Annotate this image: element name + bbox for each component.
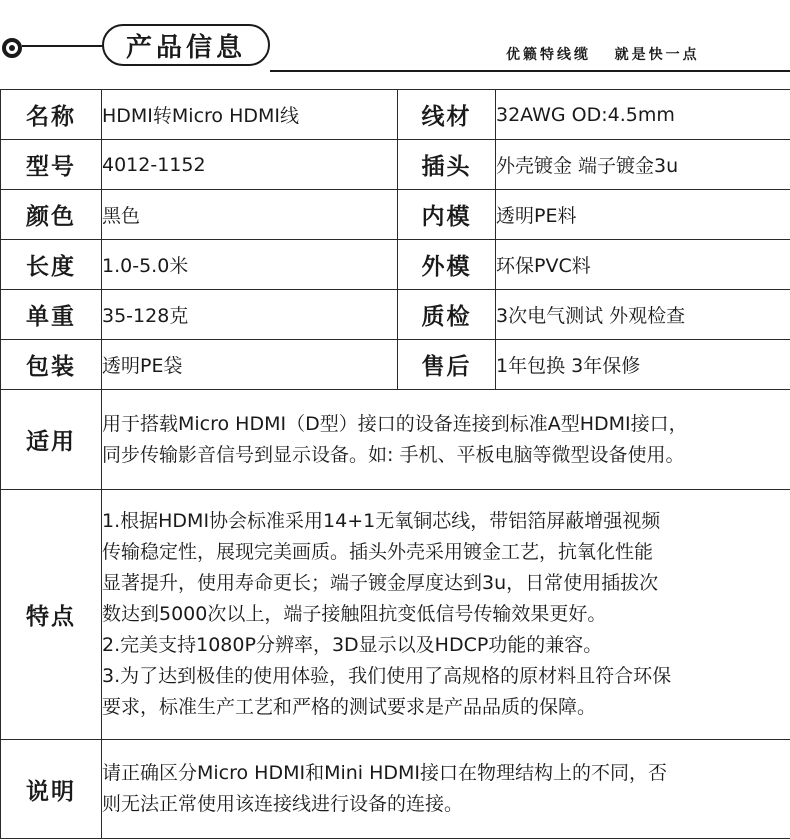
- usage-line: 同步传输影音信号到显示设备。如: 手机、平板电脑等微型设备使用。: [102, 443, 685, 466]
- table-row-notes: [1, 740, 790, 839]
- features-line: 要求，标准生产工艺和严格的测试要求是产品品质的保障。: [102, 696, 597, 718]
- table-row-usage: [1, 390, 790, 490]
- spec-value: 1年包换 3年保修: [496, 340, 790, 390]
- spec-label: 外模: [398, 240, 496, 290]
- section-title: 产品信息: [102, 24, 270, 66]
- spec-label: 长度: [1, 240, 102, 290]
- header-divider-left: [22, 45, 108, 47]
- spec-label: 名称: [1, 90, 102, 140]
- spec-label: 内模: [398, 190, 496, 240]
- brand-slogan: 优籁特线缆 就是快一点: [506, 47, 700, 63]
- section-header: [0, 0, 790, 90]
- usage-line: 用于搭载Micro HDMI（D型）接口的设备连接到标准A型HDMI接口，: [102, 412, 688, 435]
- features-line: 传输稳定性，展现完美画质。插头外壳采用镀金工艺，抗氧化性能: [102, 541, 654, 563]
- table-row: [1, 290, 790, 340]
- usage-text: [102, 390, 790, 490]
- spec-value: 3次电气测试 外观检查: [496, 290, 790, 340]
- spec-label: 插头: [398, 140, 496, 190]
- features-label: 特点: [1, 490, 102, 740]
- spec-label: 线材: [398, 90, 496, 140]
- features-line: 数达到5000次以上，端子接触阻抗变低信号传输效果更好。: [102, 603, 607, 625]
- spec-label: 质检: [398, 290, 496, 340]
- table-row: [1, 340, 790, 390]
- product-spec-table: [0, 89, 790, 839]
- notes-text: [102, 740, 790, 839]
- spec-value: 环保PVC料: [496, 240, 790, 290]
- table-row: [1, 90, 790, 140]
- features-line: 3.为了达到极佳的使用体验，我们使用了高规格的原材料且符合环保: [102, 665, 672, 687]
- spec-value: 透明PE袋: [102, 340, 398, 390]
- header-divider-right: [270, 70, 790, 72]
- spec-value: 黑色: [102, 190, 398, 240]
- spec-label: 包装: [1, 340, 102, 390]
- spec-value: 1.0-5.0米: [102, 240, 398, 290]
- spec-label: 单重: [1, 290, 102, 340]
- circle-bullet-icon: [2, 38, 22, 58]
- spec-value: 透明PE料: [496, 190, 790, 240]
- table-row: [1, 240, 790, 290]
- spec-value: 35-128克: [102, 290, 398, 340]
- spec-label: 售后: [398, 340, 496, 390]
- spec-value: 外壳镀金 端子镀金3u: [496, 140, 790, 190]
- table-row: [1, 140, 790, 190]
- notes-line: 则无法正常使用该连接线进行设备的连接。: [102, 793, 464, 815]
- table-row-features: [1, 490, 790, 740]
- features-text: [102, 490, 790, 740]
- spec-label: 颜色: [1, 190, 102, 240]
- spec-value: HDMI转Micro HDMI线: [102, 90, 398, 140]
- notes-line: 请正确区分Micro HDMI和Mini HDMI接口在物理结构上的不同，否: [102, 762, 668, 784]
- features-line: 显著提升，使用寿命更长；端子镀金厚度达到3u，日常使用插拔次: [102, 572, 659, 594]
- features-line: 1.根据HDMI协会标准采用14+1无氧铜芯线，带铝箔屏蔽增强视频: [102, 510, 661, 532]
- spec-value: 32AWG OD:4.5mm: [496, 90, 790, 140]
- usage-label: 适用: [1, 390, 102, 490]
- table-row: [1, 190, 790, 240]
- notes-label: 说明: [1, 740, 102, 839]
- features-line: 2.完美支持1080P分辨率，3D显示以及HDCP功能的兼容。: [102, 634, 603, 656]
- spec-value: 4012-1152: [102, 140, 398, 190]
- spec-label: 型号: [1, 140, 102, 190]
